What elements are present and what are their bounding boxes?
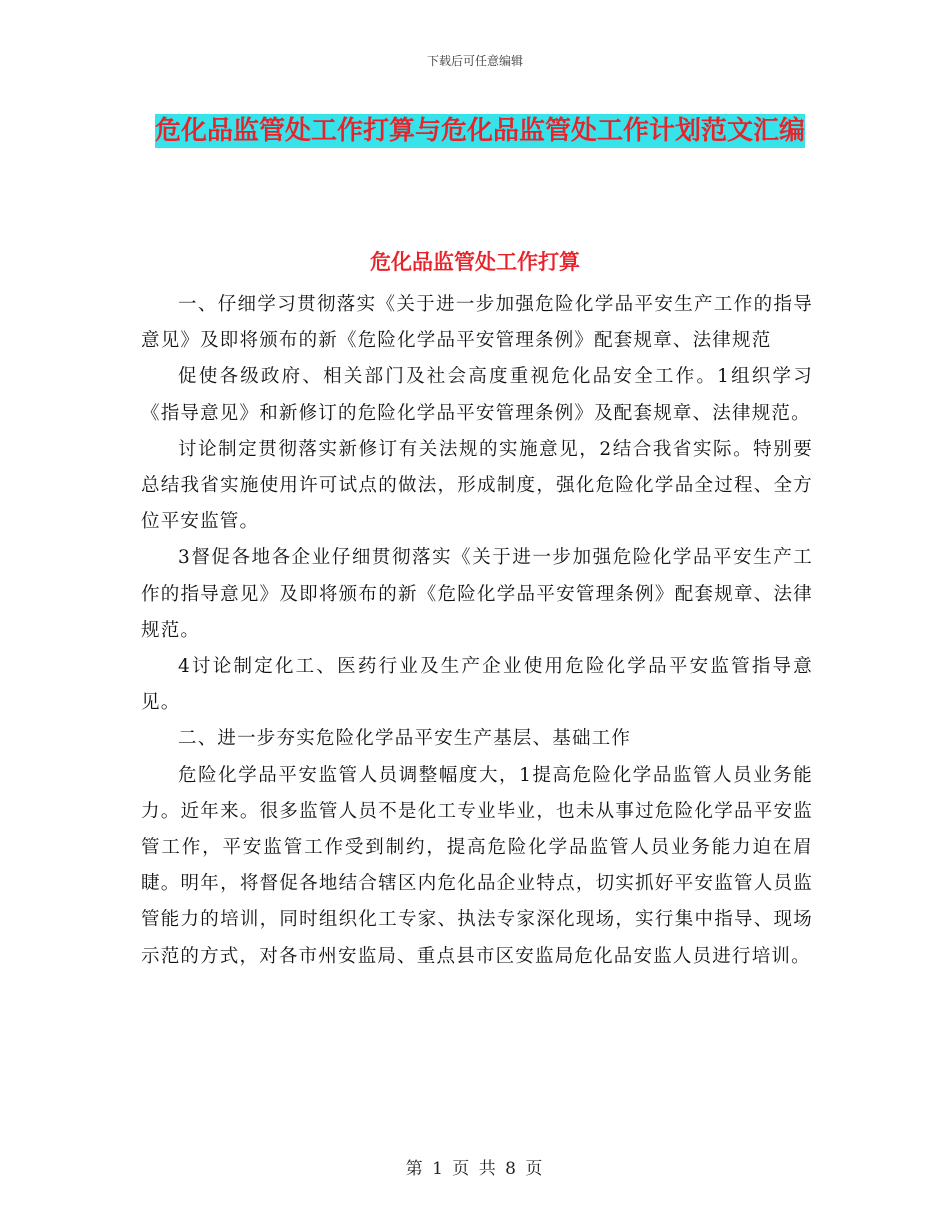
section-title: 危化品监管处工作打算 bbox=[370, 250, 580, 274]
paragraph: 二、进一步夯实危险化学品平安生产基层、基础工作 bbox=[178, 728, 632, 750]
paragraph: 3督促各地各企业仔细贯彻落实《关于进一步加强危险化学品平安生产工作的指导意见》及即将颁布的新《危险化学品平安管理条例》配套规章、法律规范。 bbox=[141, 547, 813, 641]
document-title bbox=[140, 108, 820, 154]
paragraph: 促使各级政府、相关部门及社会高度重视危化品安全工作。1组织学习《指导意见》和新修订的危险化学品平安管理条例》及配套规章、法律规范。 bbox=[141, 366, 813, 424]
page-number: 第 1 页 共 8 页 bbox=[405, 1159, 545, 1179]
document-title-text: 危化品监管处工作打算与危化品监管处工作计划范文汇编 bbox=[154, 116, 805, 146]
document-body bbox=[141, 287, 813, 975]
paragraph: 一、仔细学习贯彻落实《关于进一步加强危险化学品平安生产工作的指导意见》及即将颁布的新《危险化学品平安管理条例》配套规章、法律规范 bbox=[141, 294, 813, 352]
paragraph: 4讨论制定化工、医药行业及生产企业使用危险化学品平安监管指导意见。 bbox=[141, 656, 813, 714]
header-note: 下载后可任意编辑 bbox=[426, 54, 523, 68]
paragraph: 讨论制定贯彻落实新修订有关法规的实施意见，2结合我省实际。特别要总结我省实施使用许可试点的做法，形成制度，强化危险化学品全过程、全方位平安监管。 bbox=[141, 438, 813, 533]
paragraph: 危险化学品平安监管人员调整幅度大，1提高危险化学品监管人员业务能力。近年来。很多监管人员不是化工专业毕业，也未从事过危险化学品平安监管工作，平安监管工作受到制约，提高危险化学品监管人员业务能力迫在眉睫。明年，将督促各地结合辖区内危化品企业特点，切实抓好平安监管人员监管能力的培训，同时组织化工专家、执法专家深化现场，实行集中指导、现场示范的方式，对各市州安监局、重点县市区安监局危化品安监人员进行培训。 bbox=[141, 764, 813, 967]
